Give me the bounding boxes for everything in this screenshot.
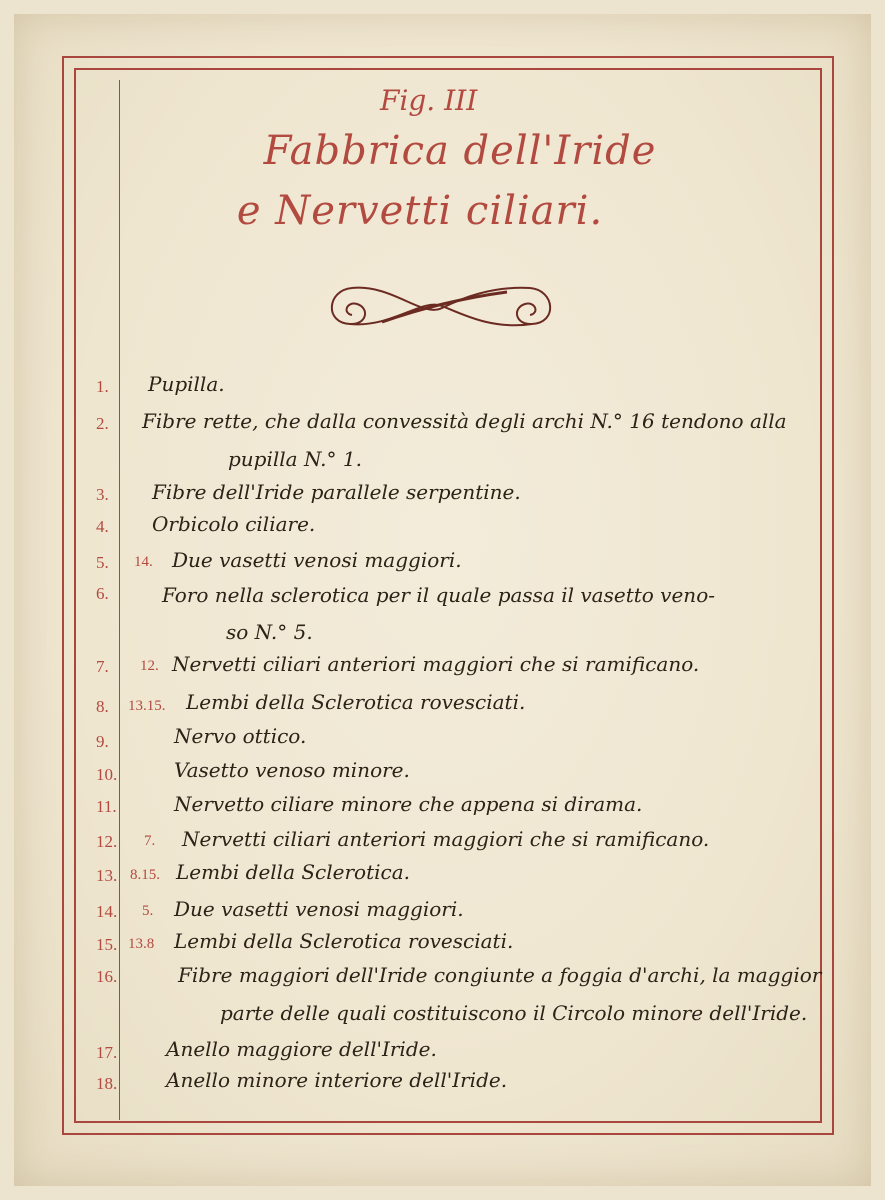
item-text: Lembi della Sclerotica rovesciati. [174,929,514,953]
item-number: 11. [96,797,117,816]
item-number: 8. [96,697,109,716]
item-number: 4. [96,517,109,536]
item-number: 3. [96,485,109,504]
calligraphic-flourish [322,278,560,336]
cross-reference: 13.8 [128,936,155,952]
item-number: 9. [96,732,109,751]
item-number: 7. [96,657,109,676]
item-text: Fibre rette, che dalla convessità degli archi N.° 16 tendono alla [142,409,787,433]
item-text: Nervo ottico. [174,724,307,748]
item-number: 16. [96,967,118,986]
item-text: Nervetti ciliari anteriori maggiori che si ramificano. [172,652,700,676]
item-text: Nervetto ciliare minore che appena si dirama. [174,792,643,816]
item-number: 10. [96,765,118,784]
cross-reference: 7. [144,833,156,849]
item-number: 5. [96,553,109,572]
item-text: Vasetto venoso minore. [174,758,410,782]
page-title-line-1: Fabbrica dell'Iride [263,128,657,174]
cross-reference: 14. [134,554,153,570]
item-number: 13. [96,866,118,885]
item-text-continued: parte delle quali costituiscono il Circolo minore dell'Iride. [220,1001,808,1025]
item-number: 17. [96,1043,118,1062]
item-number: 2. [96,414,109,433]
margin-rule [119,80,120,1120]
item-number: 18. [96,1074,118,1093]
item-text-continued: pupilla N.° 1. [228,447,362,471]
page-title-line-2: e Nervetti ciliari. [236,188,604,234]
item-number: 15. [96,935,118,954]
figure-label: Fig. III [380,84,478,117]
item-text: Anello maggiore dell'Iride. [166,1037,437,1061]
item-text: Fibre maggiori dell'Iride congiunte a foggia d'archi, la maggior [178,963,822,987]
cross-reference: 5. [142,903,154,919]
item-number: 14. [96,902,118,921]
item-text: Foro nella sclerotica per il quale passa il vasetto veno- [162,583,715,607]
item-text: Due vasetti venosi maggiori. [174,897,464,921]
item-number: 6. [96,584,109,603]
item-text: Lembi della Sclerotica rovesciati. [186,690,526,714]
item-text: Orbicolo ciliare. [152,512,316,536]
item-text: Lembi della Sclerotica. [176,860,411,884]
item-number: 1. [96,377,109,396]
item-text: Due vasetti venosi maggiori. [172,548,462,572]
cross-reference: 13.15. [128,698,166,714]
item-number: 12. [96,832,118,851]
cross-reference: 8.15. [130,867,160,883]
item-text: Anello minore interiore dell'Iride. [166,1068,508,1092]
item-text: Fibre dell'Iride parallele serpentine. [152,480,521,504]
cross-reference: 12. [140,658,159,674]
item-text: Pupilla. [148,372,225,396]
item-text-continued: so N.° 5. [226,620,313,644]
item-text: Nervetti ciliari anteriori maggiori che si ramificano. [182,827,710,851]
